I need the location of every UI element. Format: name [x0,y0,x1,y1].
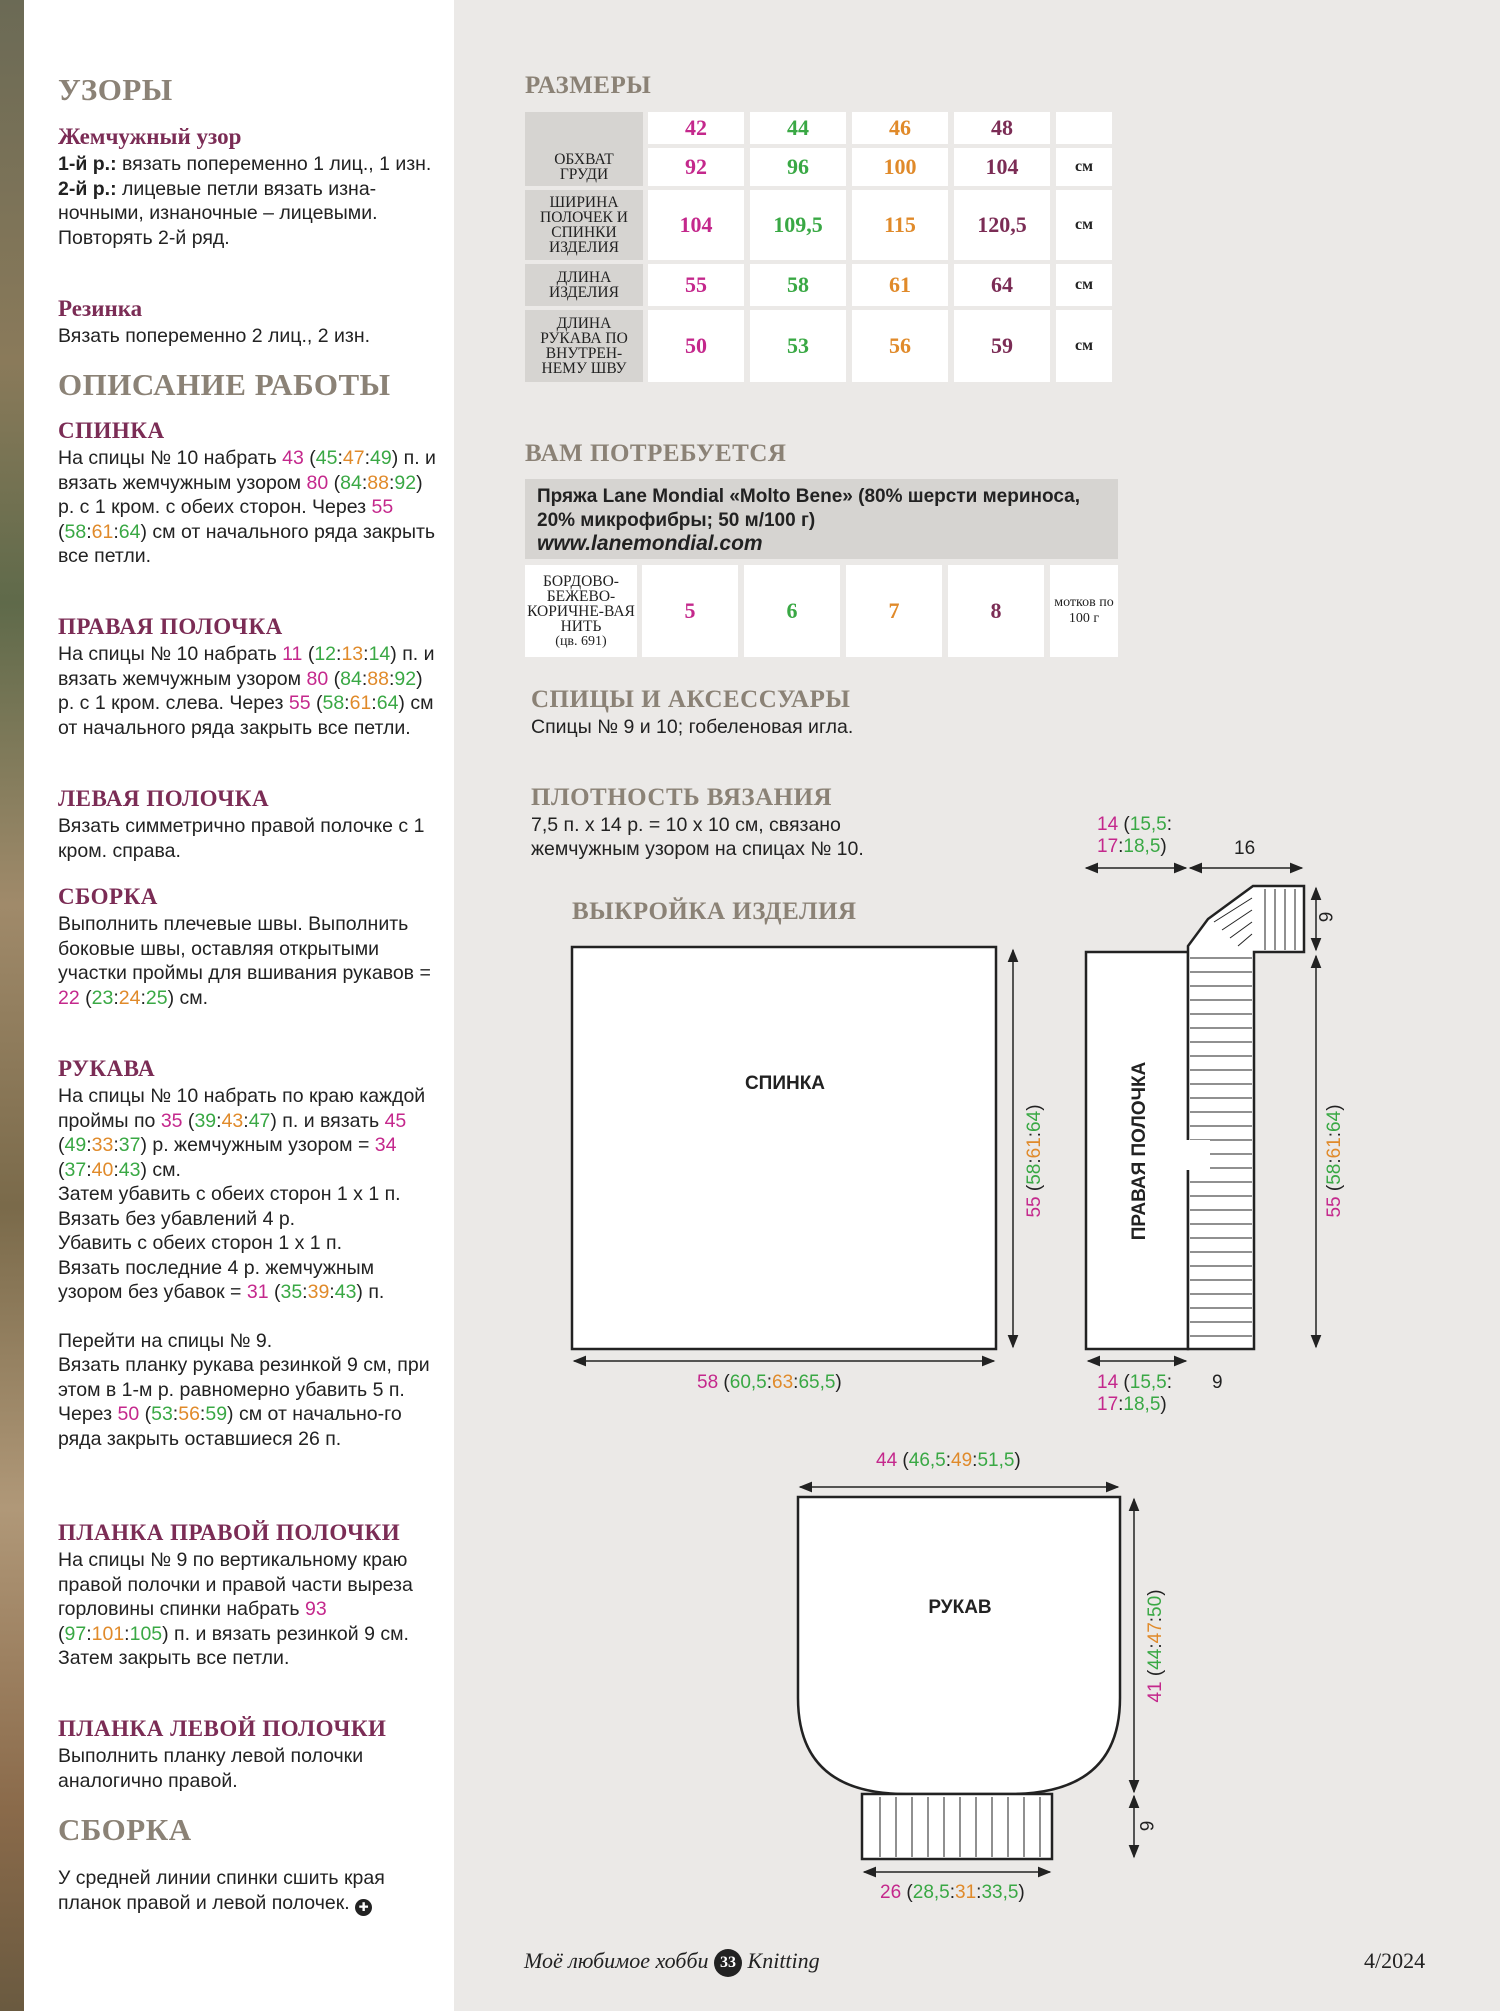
assembly-heading: СБОРКА [58,884,158,909]
size-row-label: ОБХВАТ ГРУДИ [525,112,643,186]
band-left-text: Выполнить планку левой полочки аналогично правой. [58,1745,364,1792]
rib-text: Вязать попеременно 2 лиц., 2 изн. [58,325,370,347]
size-unit-cell: см [1056,148,1112,186]
footer-magazine: Моё любимое хобби 33 Knitting [524,1948,820,1977]
size-value-cell: 120,5 [954,190,1050,260]
back-piece [572,947,996,1349]
left-front-text: Вязать симметрично правой полочке с 1 кром. справа. [58,815,425,862]
back-width-dim: 58 (60,5:63:65,5) [697,1372,842,1393]
sleeves-heading: РУКАВА [58,1056,156,1081]
size-value-cell: 53 [750,310,846,382]
front-bottom-dim: 14 (15,5: 17:18,5) [1097,1372,1173,1415]
right-front-text: На спицы № 10 набрать 11 (12:13:14) п. и вязать жемчужным узором 80 (84:88:92) р. с 1 кром. слева. Через 55 (58:61:64) см от начального ряда закрыть все петли. [58,643,435,739]
back-text: На спицы № 10 набрать 43 (45:47:49) п. и вязать жемчужным узором 80 (84:88:92) р. с 1 кром. с обеих сторон. Через 55 (58:61:64) см от начального ряда закрыть все петли. [58,447,436,567]
gauge-heading: ПЛОТНОСТЬ ВЯЗАНИЯ [531,784,833,811]
materials-heading: ВАМ ПОТРЕБУЕТСЯ [525,440,787,467]
assembly-text: Выполнить плечевые швы. Выполнить боковые швы, оставляя открытыми участки проймы для вшивания рукавов = 22 (23:24:25) см. [58,913,431,1009]
band-left-heading: ПЛАНКА ЛЕВОЙ ПОЛОЧКИ [58,1716,387,1741]
size-value-cell: 61 [852,264,948,306]
front-top-dim: 14 (15,5: 17:18,5) [1097,814,1173,857]
size-value-cell: 58 [750,264,846,306]
pearl-pattern-heading: Жемчужный узор [58,124,242,149]
size-unit-cell: см [1056,190,1112,260]
final-assembly-text: У средней линии спинки сшить края планок правой и левой полочек. ✚ [58,1867,385,1914]
yarn-amount-cell: 6 [744,565,840,657]
front-band-side-dim: 9 [1316,911,1338,923]
size-value-cell: 59 [954,310,1050,382]
front-bottom-band-dim: 9 [1212,1372,1223,1393]
front-label: ПРАВАЯ ПОЛОЧКА [1129,1061,1150,1241]
sleeve-piece [798,1497,1120,1794]
size-header-cell: 48 [954,112,1050,144]
back-heading: СПИНКА [58,418,165,443]
size-row-label: ШИРИНА ПОЛОЧЕК И СПИНКИ ИЗДЕЛИЯ [525,190,643,260]
patterns-heading: УЗОРЫ [58,72,173,107]
buttonhole-gap [1180,1140,1210,1170]
sleeve-height-dim: 41 (44:47:50) [1145,1589,1166,1703]
needles-text: Спицы № 9 и 10; гобеленовая игла. [531,716,854,738]
sleeves-text: На спицы № 10 набрать по краю каждой проймы по 35 (39:43:47) п. и вязать 45 (49:33:37) р. жемчужным узором = 34 (37:40:43) см. Затем убавить с обеих сторон 1 х 1 п. Вязать без убавлений 4 р. Убавить с обеих сторон 1 х 1 п. Вязать последние 4 р. жемчужным узором без убавок = 31 (35:39:43) п. Перейти на спицы № 9. Вязать планку рукава резинкой 9 см, при этом в 1-м р. равномерно убавить 5 п. Через 50 (53:56:59) см от начально-го ряда закрыть оставшиеся 26 п. [58,1085,430,1450]
size-unit-cell: см [1056,310,1112,382]
sleeve-cuff-dim: 9 [1137,1820,1159,1832]
band-right-text: На спицы № 9 по вертикальному краю правой полочки и правой части выреза горловины спинки набрать 93 (97:101:105) п. и вязать резинкой 9 см. Затем закрыть все петли. [58,1549,413,1669]
yarn-unit-cell: мотков по 100 г [1050,565,1118,657]
yarn-color-label: БОРДОВО-БЕЖЕВО-КОРИЧНЕ-ВАЯ НИТЬ (цв. 691) [525,565,637,657]
size-value-cell: 92 [648,148,744,186]
rib-heading: Резинка [58,296,143,321]
sleeve-bottom-dim: 26 (28,5:31:33,5) [880,1882,1025,1903]
size-unit-cell: см [1056,264,1112,306]
front-height-dim: 55 (58:61:64) [1324,1104,1345,1218]
size-value-cell: 104 [648,190,744,260]
pearl-pattern-text: 1-й р.: вязать попеременно 1 лиц., 1 изн. 2-й р.: лицевые петли вязать изна-ночными, изнаночные – лицевыми. Повторять 2-й ряд. [58,153,432,249]
left-front-heading: ЛЕВАЯ ПОЛОЧКА [58,786,270,811]
needles-heading: СПИЦЫ И АКСЕССУАРЫ [531,686,851,713]
back-label: СПИНКА [744,1073,826,1094]
size-header-cell: 44 [750,112,846,144]
gauge-text: 7,5 п. х 14 р. = 10 х 10 см, связано жемчужным узором на спицах № 10. [531,814,864,860]
schematic-heading: ВЫКРОЙКА ИЗДЕЛИЯ [572,898,857,925]
end-mark-icon: ✚ [355,1899,372,1916]
size-value-cell: 115 [852,190,948,260]
sizes-heading: РАЗМЕРЫ [525,72,652,99]
back-height-dim: 55 (58:61:64) [1024,1104,1045,1218]
yarn-description: Пряжа Lane Mondial «Molto Bene» (80% шерсти мериноса, 20% микрофибры; 50 м/100 г) [537,486,1080,531]
yarn-amount-cell: 8 [948,565,1044,657]
size-value-cell: 64 [954,264,1050,306]
yarn-amount-cell: 7 [846,565,942,657]
size-value-cell: 50 [648,310,744,382]
size-value-cell: 96 [750,148,846,186]
size-value-cell: 55 [648,264,744,306]
yarn-url: www.lanemondial.com [537,532,763,555]
sleeve-top-dim: 44 (46,5:49:51,5) [876,1450,1021,1471]
size-header-cell: 46 [852,112,948,144]
band-right-heading: ПЛАНКА ПРАВОЙ ПОЛОЧКИ [58,1520,401,1545]
size-value-cell: 109,5 [750,190,846,260]
size-row-label: ДЛИНА РУКАВА ПО ВНУТРЕН-НЕМУ ШВУ [525,310,643,382]
yarn-amount-cell: 5 [642,565,738,657]
size-row-label: ДЛИНА ИЗДЕЛИЯ [525,264,643,306]
size-header-cell: 42 [648,112,744,144]
size-value-cell: 56 [852,310,948,382]
size-value-cell: 104 [954,148,1050,186]
footer-issue: 4/2024 [1364,1948,1426,1973]
right-front-heading: ПРАВАЯ ПОЛОЧКА [58,614,283,639]
page-number: 33 [714,1949,742,1977]
sleeve-label: РУКАВ [928,1597,992,1618]
size-value-cell: 100 [852,148,948,186]
description-heading: ОПИСАНИЕ РАБОТЫ [58,367,391,402]
front-band-top-dim: 16 [1234,838,1256,859]
final-assembly-heading: СБОРКА [58,1812,192,1847]
